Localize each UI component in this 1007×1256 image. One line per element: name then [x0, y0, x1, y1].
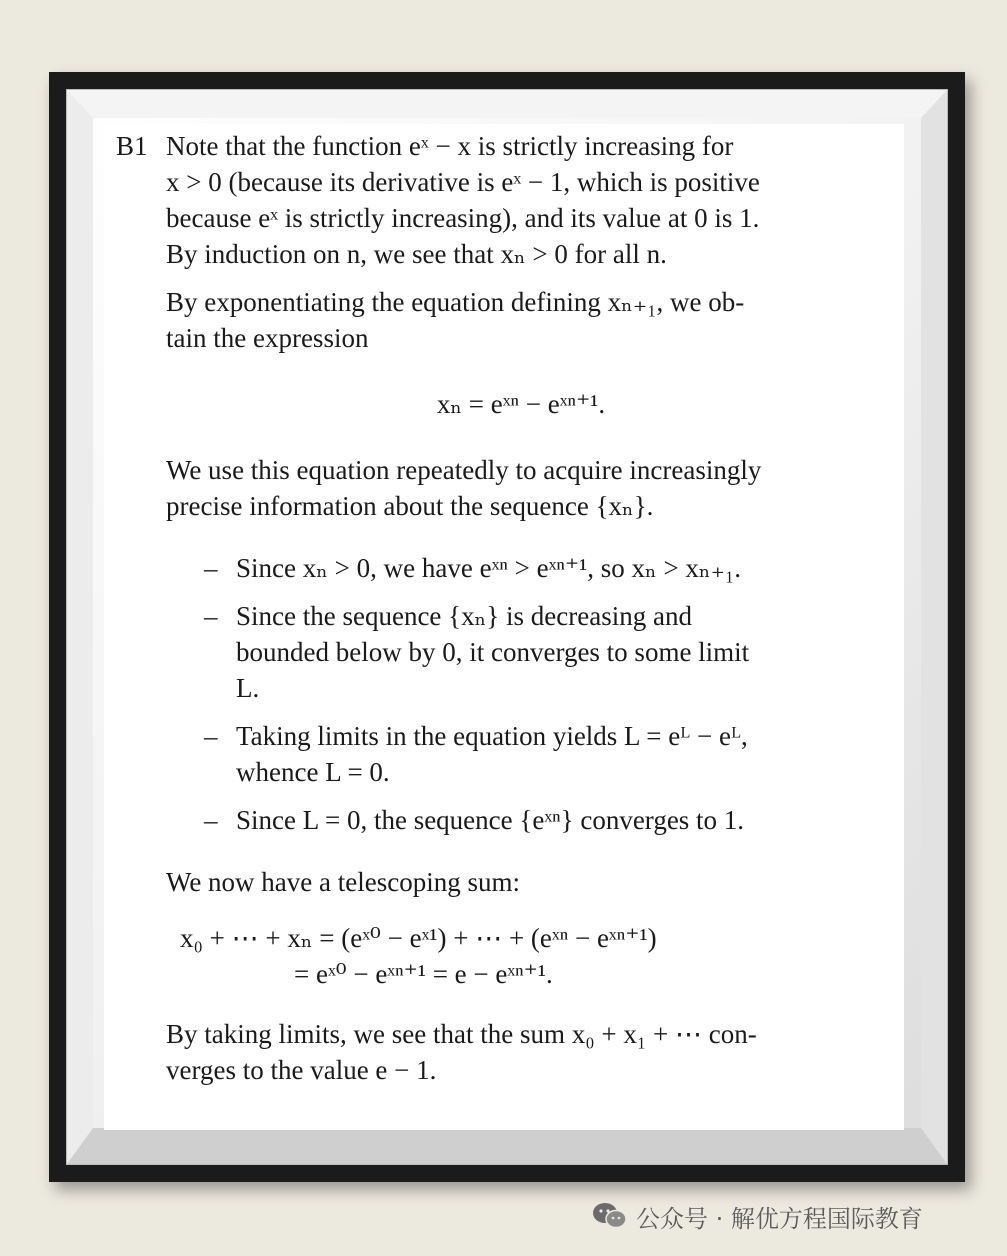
p5-line: verges to the value e − 1. [166, 1055, 437, 1085]
bullet-line: bounded below by 0, it converges to some limit [236, 637, 750, 667]
bullet-line: Taking limits in the equation yields L = eᴸ − eᴸ, [236, 721, 748, 751]
bullet-line: L. [236, 673, 260, 703]
bullet-dash: – [204, 805, 218, 835]
paragraph-3 [116, 452, 876, 524]
p3-line: We use this equation repeatedly to acquire increasingly [166, 455, 762, 485]
p1-line: By induction on n, we see that xₙ > 0 for all n. [166, 239, 667, 269]
paragraph-1 [116, 128, 876, 272]
bullet-dash: – [204, 721, 218, 751]
bullet-line: whence L = 0. [236, 757, 390, 787]
bullet-item-3 [116, 718, 876, 790]
bullet-item-2 [116, 598, 876, 706]
solution-page [104, 124, 904, 1130]
wechat-icon [592, 1202, 628, 1230]
p1-line: x > 0 (because its derivative is eˣ − 1, which is positive [166, 167, 760, 197]
bullet-line: Since xₙ > 0, we have eˣⁿ > eˣⁿ⁺¹, so xₙ > xₙ₊₁. [236, 553, 742, 583]
p4-line: We now have a telescoping sum: [166, 867, 520, 897]
bullet-item-1 [116, 550, 876, 586]
equation-2-line-1: x₀ + ⋯ + xₙ = (eˣ⁰ − eˣ¹) + ⋯ + (eˣⁿ − eˣⁿ⁺¹) [180, 923, 657, 953]
p2-line: tain the expression [166, 323, 369, 353]
bullet-item-4 [116, 802, 876, 838]
equation-2-line-2: = eˣ⁰ − eˣⁿ⁺¹ = e − eˣⁿ⁺¹. [294, 959, 553, 989]
watermark [592, 1198, 923, 1234]
equation-1: xₙ = eˣⁿ − eˣⁿ⁺¹. [436, 389, 606, 419]
p1-line: Note that the function eˣ − x is strictly increasing for [166, 131, 734, 161]
p3-line: precise information about the sequence {xₙ}. [166, 491, 654, 521]
bullet-dash: – [204, 601, 218, 631]
problem-label: B1 [116, 131, 148, 161]
p5-line: By taking limits, we see that the sum x₀ + x₁ + ⋯ con- [166, 1019, 757, 1049]
bullet-line: Since L = 0, the sequence {eˣⁿ} converges to 1. [236, 805, 745, 835]
p1-line: because eˣ is strictly increasing), and its value at 0 is 1. [166, 203, 760, 233]
p2-line: By exponentiating the equation defining xₙ₊₁, we ob- [166, 287, 745, 317]
watermark-text: 公众号 · 解优方程国际教育 [636, 1204, 923, 1233]
paragraph-2 [116, 284, 876, 356]
bullet-dash: – [204, 553, 218, 583]
bullet-line: Since the sequence {xₙ} is decreasing and [236, 601, 692, 631]
paragraph-4 [116, 864, 876, 900]
paragraph-5 [116, 1016, 876, 1088]
solution-text [116, 128, 876, 1088]
